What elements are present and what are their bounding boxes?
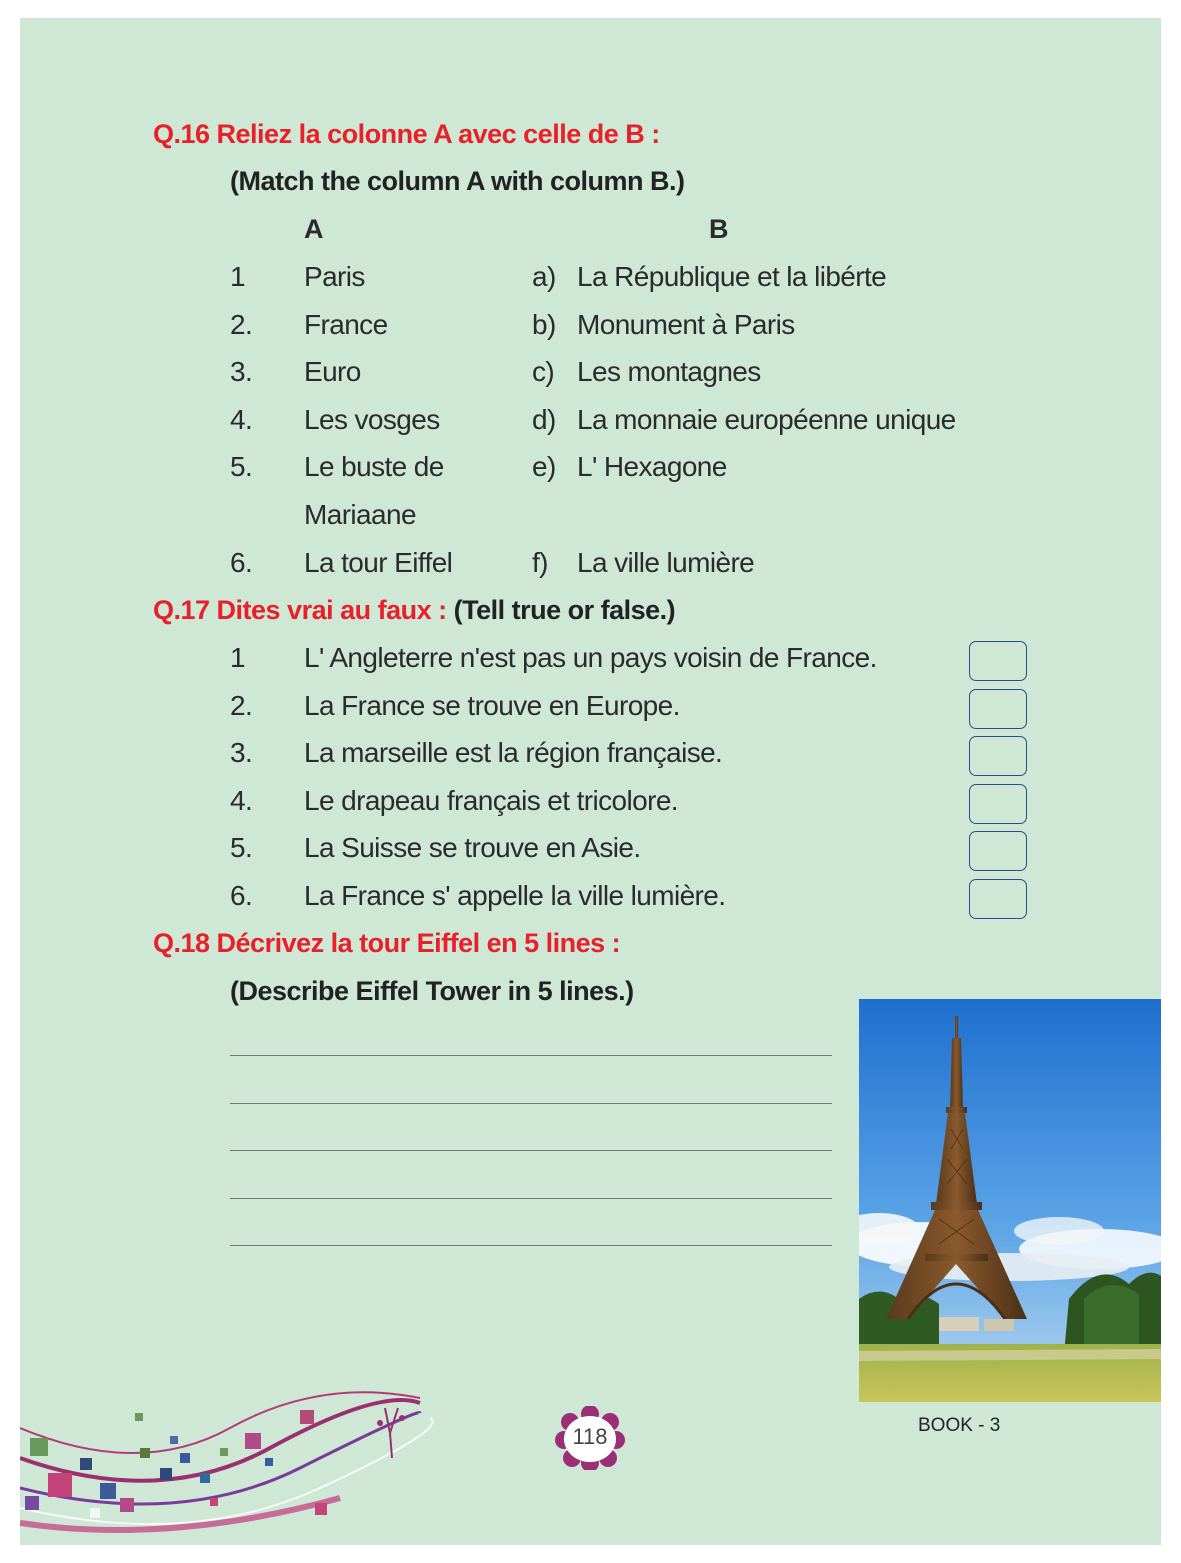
match-column-b-letter: c) xyxy=(532,356,555,387)
answer-line-4[interactable] xyxy=(230,1198,832,1199)
q17-title: Q.17 Dites vrai au faux : xyxy=(153,595,447,625)
match-column-b-item: L' Hexagone xyxy=(577,451,727,482)
statement-text: La Suisse se trouve en Asie. xyxy=(304,832,641,863)
swirl-decoration-icon xyxy=(20,1388,440,1545)
statement-text: La marseille est la région française. xyxy=(304,737,723,768)
statement-text: La France se trouve en Europe. xyxy=(304,690,680,721)
match-column-a-item: Le buste de xyxy=(304,451,444,482)
eiffel-tower-photo xyxy=(859,999,1161,1402)
statement-text: Le drapeau français et tricolore. xyxy=(304,785,678,816)
match-column-a-item: Paris xyxy=(304,261,365,292)
match-column-a-item: Euro xyxy=(304,356,361,387)
q17-subtitle: (Tell true or false.) xyxy=(446,595,676,625)
match-column-b-letter: e) xyxy=(532,451,556,482)
match-column-a-item: Mariaane xyxy=(304,499,416,530)
match-column-a-item: Les vosges xyxy=(304,404,440,435)
answer-box[interactable] xyxy=(969,736,1027,776)
answer-box[interactable] xyxy=(969,689,1027,729)
match-column-b-item: La République et la libérte xyxy=(577,261,887,292)
answer-box[interactable] xyxy=(969,831,1027,871)
match-column-a-item: France xyxy=(304,309,388,340)
match-row-number: 4. xyxy=(230,404,253,435)
statement-number: 1 xyxy=(230,642,245,673)
match-row-number: 6. xyxy=(230,547,253,578)
answer-line-1[interactable] xyxy=(230,1055,832,1056)
page-number-badge xyxy=(554,1406,626,1470)
statement-text: L' Angleterre n'est pas un pays voisin de France. xyxy=(304,642,877,673)
page-number: 118 xyxy=(572,1424,608,1449)
column-a-header: A xyxy=(304,214,324,244)
statement-text: La France s' appelle la ville lumière. xyxy=(304,880,726,911)
match-row-number: 2. xyxy=(230,309,253,340)
statement-number: 2. xyxy=(230,690,253,721)
page xyxy=(20,18,1161,1545)
statement-number: 4. xyxy=(230,785,253,816)
q18-subtitle: (Describe Eiffel Tower in 5 lines.) xyxy=(230,976,634,1006)
match-column-b-item: Les montagnes xyxy=(577,356,761,387)
book-label: BOOK - 3 xyxy=(918,1415,1001,1436)
statement-number: 5. xyxy=(230,832,253,863)
match-column-b-item: La monnaie européenne unique xyxy=(577,404,956,435)
answer-box[interactable] xyxy=(969,784,1027,824)
match-row-number: 5. xyxy=(230,451,253,482)
answer-line-2[interactable] xyxy=(230,1103,832,1104)
statement-number: 3. xyxy=(230,737,253,768)
match-column-a-item: La tour Eiffel xyxy=(304,547,453,578)
match-row-number: 1 xyxy=(230,261,245,292)
match-column-b-item: Monument à Paris xyxy=(577,309,795,340)
match-column-b-letter: f) xyxy=(532,547,548,578)
match-column-b-item: La ville lumière xyxy=(577,547,755,578)
decorative-swirl xyxy=(20,1388,440,1545)
q17-heading xyxy=(153,595,675,626)
answer-line-5[interactable] xyxy=(230,1245,832,1246)
match-column-b-letter: a) xyxy=(532,261,556,292)
match-column-b-letter: b) xyxy=(532,309,556,340)
match-row-number: 3. xyxy=(230,356,253,387)
q16-subtitle: (Match the column A with column B.) xyxy=(230,166,685,196)
answer-line-3[interactable] xyxy=(230,1150,832,1151)
q16-title: Q.16 Reliez la colonne A avec celle de B : xyxy=(153,119,660,149)
match-column-b-letter: d) xyxy=(532,404,556,435)
answer-box[interactable] xyxy=(969,641,1027,681)
column-b-header: B xyxy=(709,214,729,244)
q18-title: Q.18 Décrivez la tour Eiffel en 5 lines : xyxy=(153,928,621,958)
answer-box[interactable] xyxy=(969,879,1027,919)
statement-number: 6. xyxy=(230,880,253,911)
